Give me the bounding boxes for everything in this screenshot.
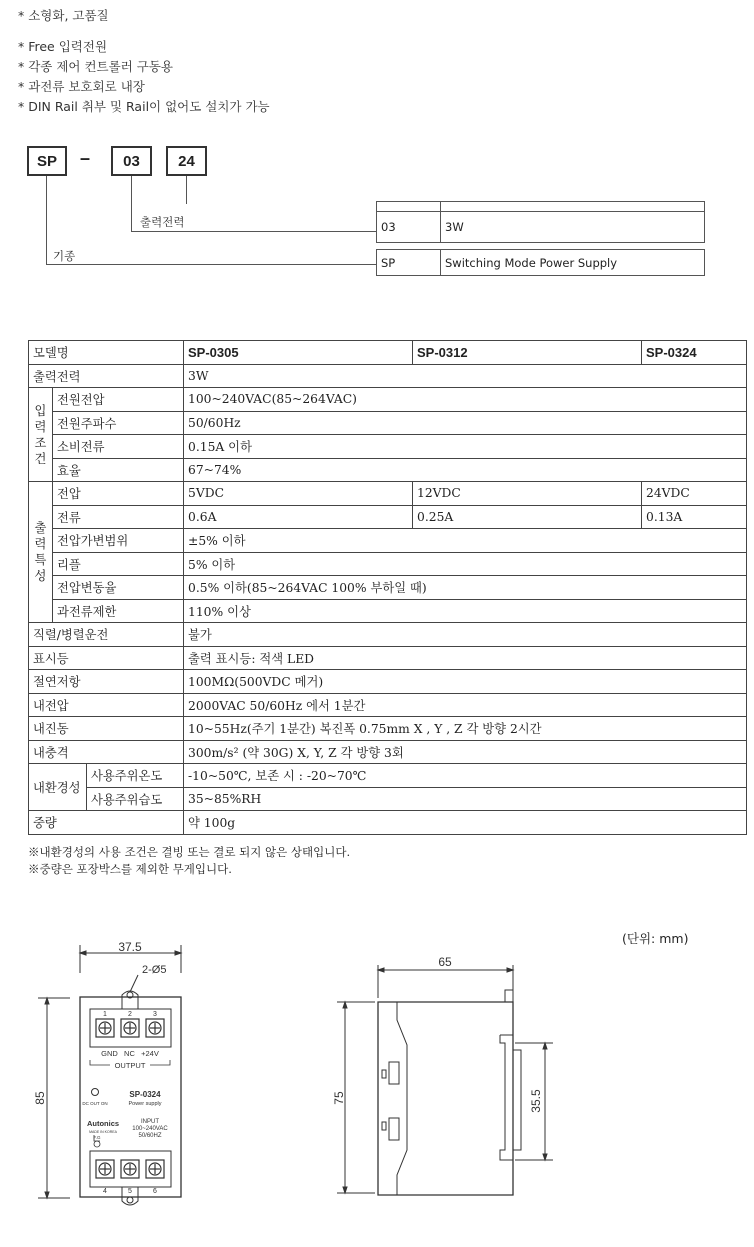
terminal-number: 3 xyxy=(153,1011,157,1018)
label-type: 기종 xyxy=(53,249,76,263)
table-row xyxy=(29,623,747,647)
voltage-value: 12VDC xyxy=(413,482,642,506)
input-title: INPUT xyxy=(141,1119,159,1125)
model-label: 모델명 xyxy=(29,341,184,365)
table-row xyxy=(29,435,747,459)
table-row xyxy=(29,740,747,764)
row-label: 전류 xyxy=(53,505,184,529)
fg-label: F.G xyxy=(93,1135,101,1140)
row-value: 100MΩ(500VDC 메거) xyxy=(184,670,747,694)
row-label: 전압 xyxy=(53,482,184,506)
table-row xyxy=(29,505,747,529)
side-width-dim: 65 xyxy=(438,955,452,969)
table-row xyxy=(29,411,747,435)
connector-line xyxy=(46,176,47,265)
hole-dim: 2-Ø5 xyxy=(142,964,167,976)
row-value: 2000VAC 50/60Hz 에서 1분간 xyxy=(184,693,747,717)
row-value: -10~50℃, 보존 시 : -20~70℃ xyxy=(184,764,747,788)
row-label: 전원주파수 xyxy=(53,411,184,435)
code-voltage-box: 24 xyxy=(166,146,207,176)
spec-table xyxy=(28,340,747,835)
row-label: 출력전력 xyxy=(29,364,184,388)
output-title: OUTPUT xyxy=(114,1061,146,1070)
row-label: 소비전류 xyxy=(53,435,184,459)
model-name: SP-0312 xyxy=(413,341,642,365)
table-row xyxy=(29,364,747,388)
row-value: 5% 이하 xyxy=(184,552,747,576)
voltage-value: 5VDC xyxy=(184,482,413,506)
table-row xyxy=(29,576,747,600)
feature-overcurrent: * 과전류 보호회로 내장 xyxy=(18,79,145,94)
code-dash: – xyxy=(80,148,91,168)
row-value: 300m/s² (약 30G) X, Y, Z 각 방향 3회 xyxy=(184,740,747,764)
feature-compact: * 소형화, 고품질 xyxy=(18,8,109,23)
side-view-drawing xyxy=(325,950,555,1205)
table-row xyxy=(29,482,747,506)
row-value: 100~240VAC(85~264VAC) xyxy=(184,388,747,412)
current-value: 0.13A xyxy=(642,505,747,529)
ordering-code-cell: 03 xyxy=(377,212,441,243)
table-row xyxy=(29,646,747,670)
terminal-number: 2 xyxy=(128,1011,132,1018)
terminal-number: 6 xyxy=(153,1188,157,1195)
row-value: ±5% 이하 xyxy=(184,529,747,553)
row-value: 110% 이상 xyxy=(184,599,747,623)
input-voltage: 100~240VAC xyxy=(132,1126,168,1132)
row-label: 전압변동율 xyxy=(53,576,184,600)
table-row xyxy=(29,529,747,553)
table-row xyxy=(29,717,747,741)
device-model-sub: Power supply xyxy=(128,1101,162,1107)
row-label: 직렬/병렬운전 xyxy=(29,623,184,647)
current-value: 0.25A xyxy=(413,505,642,529)
connector-line xyxy=(131,176,132,232)
front-view-drawing xyxy=(30,935,210,1220)
label-output-power: 출력전력 xyxy=(140,215,185,229)
ordering-table-top xyxy=(376,201,705,243)
row-label: 중량 xyxy=(29,811,184,835)
ordering-desc-cell: Switching Mode Power Supply xyxy=(441,250,705,276)
row-value: 불가 xyxy=(184,623,747,647)
table-row xyxy=(29,811,747,835)
table-row xyxy=(29,388,747,412)
feature-controller: * 각종 제어 컨트롤러 구동용 xyxy=(18,59,173,74)
row-value: 50/60Hz xyxy=(184,411,747,435)
current-value: 0.6A xyxy=(184,505,413,529)
output-labels: GND NC +24V xyxy=(101,1049,159,1058)
unit-label: (단위: mm) xyxy=(622,931,689,946)
row-label: 전압가변범위 xyxy=(53,529,184,553)
feature-free-input: * Free 입력전원 xyxy=(18,39,108,54)
terminal-number: 1 xyxy=(103,1011,107,1018)
row-label: 내전압 xyxy=(29,693,184,717)
device-model: SP-0324 xyxy=(129,1090,161,1099)
model-name: SP-0305 xyxy=(184,341,413,365)
voltage-value: 24VDC xyxy=(642,482,747,506)
table-row xyxy=(29,458,747,482)
rail-dim: 35.5 xyxy=(529,1089,543,1113)
table-row xyxy=(29,341,747,365)
connector-line xyxy=(131,231,377,232)
note-environment: ※내환경성의 사용 조건은 결빙 또는 결로 되지 않은 상태입니다. xyxy=(28,845,351,859)
row-value: 출력 표시등: 적색 LED xyxy=(184,646,747,670)
model-name: SP-0324 xyxy=(642,341,747,365)
ordering-table-bottom xyxy=(376,249,705,276)
row-label: 효율 xyxy=(53,458,184,482)
row-label: 전원전압 xyxy=(53,388,184,412)
front-height-dim: 85 xyxy=(33,1091,47,1105)
front-width-dim: 37.5 xyxy=(118,940,142,954)
terminal-number: 5 xyxy=(128,1188,132,1195)
row-value: 0.5% 이하(85~264VAC 100% 부하일 때) xyxy=(184,576,747,600)
feature-din-rail: * DIN Rail 취부 및 Rail이 없어도 설치가 가능 xyxy=(18,99,270,114)
row-label-env: 내환경성 xyxy=(29,764,87,811)
group-input: 입력조건 xyxy=(29,388,53,482)
row-value: 3W xyxy=(184,364,747,388)
ordering-desc-cell: 3W xyxy=(441,212,705,243)
row-label: 사용주위습도 xyxy=(87,787,184,811)
code-output-box: 03 xyxy=(111,146,152,176)
row-value: 0.15A 이하 xyxy=(184,435,747,459)
row-label: 내진동 xyxy=(29,717,184,741)
brand-logo: Autonics xyxy=(86,1119,120,1128)
group-output: 출력특성 xyxy=(29,482,53,623)
table-row xyxy=(29,787,747,811)
side-height-dim: 75 xyxy=(332,1091,346,1105)
terminal-number: 4 xyxy=(103,1188,107,1195)
table-row xyxy=(29,693,747,717)
row-label: 절연저항 xyxy=(29,670,184,694)
note-weight: ※중량은 포장박스를 제외한 무게입니다. xyxy=(28,862,232,876)
row-value: 35~85%RH xyxy=(184,787,747,811)
table-row xyxy=(29,599,747,623)
table-row xyxy=(29,670,747,694)
row-label: 사용주위온도 xyxy=(87,764,184,788)
connector-line xyxy=(46,264,377,265)
row-value: 약 100g xyxy=(184,811,747,835)
made-in: MADE IN KOREA xyxy=(89,1130,117,1134)
row-label: 내충격 xyxy=(29,740,184,764)
table-row xyxy=(29,764,747,788)
row-label: 리플 xyxy=(53,552,184,576)
code-series-box: SP xyxy=(27,146,67,176)
ordering-code-cell: SP xyxy=(377,250,441,276)
connector-line xyxy=(186,176,187,204)
row-value: 10~55Hz(주기 1분간) 복진폭 0.75mm X , Y , Z 각 방향 2시간 xyxy=(184,717,747,741)
row-label: 표시등 xyxy=(29,646,184,670)
row-value: 67~74% xyxy=(184,458,747,482)
row-label: 과전류제한 xyxy=(53,599,184,623)
led-indicator xyxy=(92,1089,99,1096)
table-row xyxy=(29,552,747,576)
input-frequency: 50/60HZ xyxy=(138,1133,162,1139)
led-label: DC OUT ON xyxy=(82,1101,108,1106)
